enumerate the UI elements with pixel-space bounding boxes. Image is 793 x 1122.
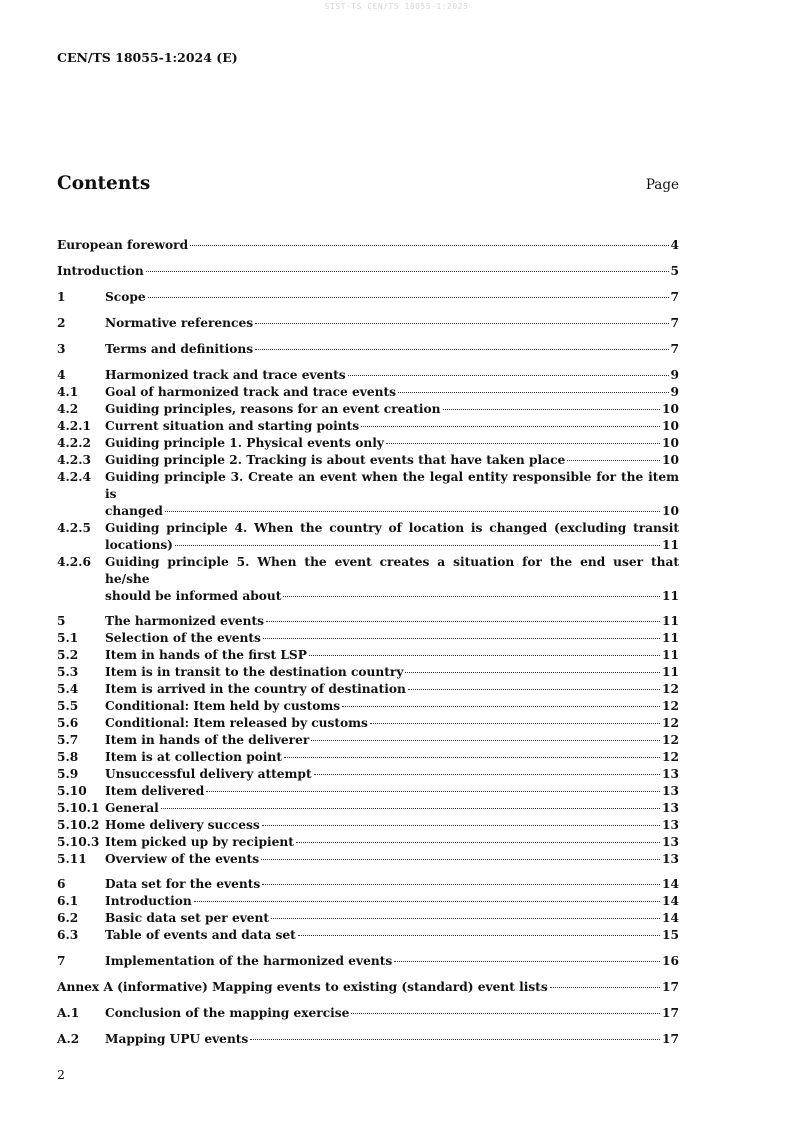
toc-entry-page: 7 <box>670 342 679 356</box>
toc-entry-number: 5.10.1 <box>57 801 100 815</box>
toc-entry-page: 11 <box>662 538 679 552</box>
toc-entry-number: 4.2.4 <box>57 470 91 484</box>
toc-entry-number: 4.2.2 <box>57 436 91 450</box>
toc-entry[interactable] <box>57 800 679 817</box>
toc-entry[interactable] <box>57 732 679 749</box>
toc-entry-page: 10 <box>662 419 679 433</box>
toc-entry-text: Annex A (informative) Mapping events to existing (standard) event lists <box>57 980 548 994</box>
toc-entry-text: Overview of the events <box>105 852 260 866</box>
toc-entry-text: Data set for the events <box>105 877 261 891</box>
toc-entry-number: 5.1 <box>57 631 79 645</box>
toc-entry[interactable] <box>57 834 679 851</box>
toc-entry-number: 5.10.3 <box>57 835 100 849</box>
toc-entry[interactable] <box>57 893 679 910</box>
toc-entry-number: 5.3 <box>57 665 79 679</box>
toc-entry[interactable] <box>57 927 679 944</box>
toc-entry-title <box>105 910 662 927</box>
dot-leader <box>284 757 660 758</box>
toc-entry-title <box>105 1031 662 1048</box>
toc-entry-text: Item is in transit to the destination country <box>105 665 404 679</box>
dot-leader <box>146 271 669 272</box>
toc-entry-title-line1: Guiding principle 4. When the country of location is changed (excluding transit <box>105 521 679 535</box>
document-id-header: CEN/TS 18055-1:2024 (E) <box>57 50 238 65</box>
dot-leader <box>314 774 660 775</box>
toc-entry-text: Implementation of the harmonized events <box>105 954 393 968</box>
toc-entry-title <box>105 469 679 520</box>
dot-leader <box>394 961 660 962</box>
toc-entry-title <box>105 289 671 306</box>
toc-entry-number: 6.3 <box>57 928 79 942</box>
dot-leader <box>309 655 660 656</box>
toc-entry[interactable] <box>57 418 679 435</box>
toc-entry-number: A.2 <box>57 1032 80 1046</box>
toc-entry-page: 7 <box>670 290 679 304</box>
dot-leader <box>271 918 660 919</box>
dot-leader <box>311 740 660 741</box>
toc-entry-page: 13 <box>662 801 679 815</box>
toc-entry-number: 4.2.3 <box>57 453 91 467</box>
dot-leader <box>161 808 660 809</box>
toc-entry-title <box>105 732 662 749</box>
toc-entry-text: Introduction <box>105 894 192 908</box>
toc-entry-number: 5.7 <box>57 733 79 747</box>
toc-entry-text: Guiding principle 2. Tracking is about events that have taken place <box>105 453 566 467</box>
toc-entry-title <box>57 263 671 280</box>
dot-leader <box>408 689 660 690</box>
toc-entry-page: 11 <box>662 614 679 628</box>
toc-entry[interactable] <box>57 851 679 868</box>
toc-entry-page: 17 <box>662 980 679 994</box>
toc-entry-title <box>105 341 671 358</box>
dot-leader <box>283 596 660 597</box>
toc-entry-title <box>105 1005 662 1022</box>
toc-entry-page: 13 <box>662 835 679 849</box>
dot-leader <box>550 987 660 988</box>
toc-entry-number: 2 <box>57 316 66 330</box>
toc-entry[interactable] <box>57 367 679 384</box>
toc-entry-text: Guiding principles, reasons for an event creation <box>105 402 441 416</box>
toc-entry[interactable] <box>57 876 679 893</box>
toc-entry-text: Terms and definitions <box>105 342 254 356</box>
dot-leader <box>567 460 660 461</box>
toc-entry[interactable] <box>57 613 679 630</box>
toc-entry[interactable] <box>57 452 679 469</box>
toc-entry[interactable] <box>57 520 679 554</box>
toc-entry-text: Item is arrived in the country of destination <box>105 682 406 696</box>
toc-entry[interactable] <box>57 630 679 647</box>
toc-entry[interactable] <box>57 681 679 698</box>
toc-entry-text: Item in hands of the deliverer <box>105 733 310 747</box>
dot-leader <box>342 706 660 707</box>
toc-entry-title <box>105 698 662 715</box>
page-number: 2 <box>57 1067 65 1082</box>
toc-entry[interactable] <box>57 341 679 358</box>
toc-entry-text: Scope <box>105 290 146 304</box>
contents-title: Contents <box>57 173 151 194</box>
toc-entry-page: 14 <box>662 911 679 925</box>
toc-entry[interactable] <box>57 664 679 681</box>
toc-entry[interactable] <box>57 715 679 732</box>
toc-entry[interactable] <box>57 554 679 605</box>
toc-entry-page: 13 <box>662 767 679 781</box>
dot-leader <box>175 545 660 546</box>
dot-leader <box>298 935 660 936</box>
toc-entry-number: 6.1 <box>57 894 79 908</box>
toc-entry-title <box>105 452 662 469</box>
toc-entry-page: 14 <box>662 894 679 908</box>
toc-entry-title <box>105 749 662 766</box>
toc-entry-number: 3 <box>57 342 66 356</box>
toc-entry-title <box>105 664 662 681</box>
toc-entry-number: 5.10 <box>57 784 87 798</box>
dot-leader <box>262 825 660 826</box>
toc-entry-title <box>57 979 662 996</box>
toc-entry-title <box>105 520 679 554</box>
toc-entry-number: 5.10.2 <box>57 818 100 832</box>
toc-entry[interactable] <box>57 401 679 418</box>
toc-entry-title <box>105 766 662 783</box>
toc-entry-number: 1 <box>57 290 66 304</box>
toc-entry-text: Conditional: Item released by customs <box>105 716 368 730</box>
toc-entry[interactable] <box>57 749 679 766</box>
toc-entry-title-line1: Guiding principle 5. When the event creates a situation for the end user that he/she <box>105 555 679 586</box>
toc-entry-page: 7 <box>670 316 679 330</box>
toc-entry-page: 9 <box>670 368 679 382</box>
toc-entry-page: 17 <box>662 1006 679 1020</box>
toc-entry-title <box>105 953 662 970</box>
toc-entry-title <box>105 893 662 910</box>
toc-entry[interactable] <box>57 237 679 254</box>
toc-entry-number: A.1 <box>57 1006 80 1020</box>
dot-leader <box>351 1013 660 1014</box>
toc-entry-page: 10 <box>662 436 679 450</box>
toc-entry-page: 11 <box>662 631 679 645</box>
toc-entry-page: 13 <box>662 818 679 832</box>
toc-entry-number: 5.6 <box>57 716 79 730</box>
dot-leader <box>348 375 669 376</box>
toc-entry-text: Mapping UPU events <box>105 1032 249 1046</box>
toc-entry-title-line2: should be informed about <box>105 589 282 603</box>
toc-entry[interactable] <box>57 698 679 715</box>
toc-entry-text: Item is at collection point <box>105 750 282 764</box>
toc-entry-number: 4.1 <box>57 385 79 399</box>
toc-entry-title <box>105 418 662 435</box>
dot-leader <box>405 672 660 673</box>
watermark: SIST-TS CEN/TS 18055-1:2025 <box>324 2 469 11</box>
toc-entry-page: 12 <box>662 733 679 747</box>
toc-entry-title <box>105 783 662 800</box>
toc-entry-page: 14 <box>662 877 679 891</box>
toc-entry-title <box>105 384 671 401</box>
toc-entry-text: General <box>105 801 159 815</box>
dot-leader <box>250 1039 660 1040</box>
toc-entry-title <box>105 834 662 851</box>
toc-entry-text: Harmonized track and trace events <box>105 368 346 382</box>
toc-entry-page: 9 <box>670 385 679 399</box>
toc-entry-page: 12 <box>662 682 679 696</box>
toc-entry-number: 4.2 <box>57 402 79 416</box>
toc-entry-text: Guiding principle 1. Physical events only <box>105 436 384 450</box>
dot-leader <box>262 884 660 885</box>
toc-entry-page: 10 <box>662 504 679 518</box>
toc-entry-number: 5.5 <box>57 699 79 713</box>
toc-entry-title <box>105 800 662 817</box>
toc-entry-text: Selection of the events <box>105 631 261 645</box>
toc-entry-page: 15 <box>662 928 679 942</box>
toc-entry-page: 11 <box>662 648 679 662</box>
toc-entry-number: 5.4 <box>57 682 79 696</box>
page-column-label: Page <box>645 177 679 193</box>
dot-leader <box>255 349 668 350</box>
toc-entry-title <box>105 927 662 944</box>
toc-entry[interactable] <box>57 384 679 401</box>
toc-entry-number: 4.2.6 <box>57 555 91 569</box>
toc-entry-number: 5.8 <box>57 750 79 764</box>
toc-entry-title-line2: changed <box>105 504 163 518</box>
toc-entry-title <box>105 876 662 893</box>
toc-entry-title-line1: Guiding principle 3. Create an event when the legal entity responsible for the item is <box>105 470 679 501</box>
toc-entry-title-line2: locations) <box>105 538 173 552</box>
toc-entry-number: 4.2.1 <box>57 419 91 433</box>
toc-entry-text: European foreword <box>57 238 189 252</box>
toc-entry-text: Item in hands of the first LSP <box>105 648 307 662</box>
toc-entry-page: 12 <box>662 716 679 730</box>
toc-entry[interactable] <box>57 435 679 452</box>
toc-entry-page: 13 <box>662 784 679 798</box>
toc-entry-text: Goal of harmonized track and trace events <box>105 385 396 399</box>
toc-entry-text: Conclusion of the mapping exercise <box>105 1006 350 1020</box>
toc-entry[interactable] <box>57 766 679 783</box>
toc-entry-text: Normative references <box>105 316 254 330</box>
toc-entry[interactable] <box>57 647 679 664</box>
toc-entry-page: 16 <box>662 954 679 968</box>
toc-entry[interactable] <box>57 1031 679 1048</box>
dot-leader <box>370 723 660 724</box>
toc-entry-page: 5 <box>670 264 679 278</box>
toc-entry-number: 5.2 <box>57 648 79 662</box>
toc-entry[interactable] <box>57 783 679 800</box>
toc-entry-title <box>105 613 662 630</box>
toc-entry[interactable] <box>57 315 679 332</box>
toc-entry[interactable] <box>57 979 679 996</box>
toc-entry-number: 5 <box>57 614 66 628</box>
toc-entry-page: 10 <box>662 402 679 416</box>
table-of-contents <box>57 237 679 1048</box>
toc-entry[interactable] <box>57 289 679 306</box>
toc-entry-title <box>57 237 671 254</box>
dot-leader <box>261 859 660 860</box>
toc-entry-text: Current situation and starting points <box>105 419 360 433</box>
toc-entry-text: Unsuccessful delivery attempt <box>105 767 312 781</box>
toc-entry[interactable] <box>57 953 679 970</box>
dot-leader <box>266 621 660 622</box>
dot-leader <box>165 511 660 512</box>
toc-entry[interactable] <box>57 1005 679 1022</box>
toc-entry-title <box>105 681 662 698</box>
toc-entry-number: 5.9 <box>57 767 79 781</box>
toc-entry-text: Basic data set per event <box>105 911 270 925</box>
toc-entry-title <box>105 647 662 664</box>
toc-entry-title <box>105 367 671 384</box>
toc-entry-text: Table of events and data set <box>105 928 296 942</box>
dot-leader <box>194 901 660 902</box>
toc-entry[interactable] <box>57 910 679 927</box>
toc-entry-text: Conditional: Item held by customs <box>105 699 341 713</box>
toc-entry-page: 10 <box>662 453 679 467</box>
toc-entry-number: 7 <box>57 954 66 968</box>
toc-entry[interactable] <box>57 817 679 834</box>
toc-entry-text: Home delivery success <box>105 818 260 832</box>
toc-entry-title <box>105 715 662 732</box>
dot-leader <box>443 409 660 410</box>
toc-entry-title <box>105 315 671 332</box>
toc-entry-text: Item delivered <box>105 784 205 798</box>
toc-entry[interactable] <box>57 263 679 280</box>
dot-leader <box>263 638 660 639</box>
toc-entry-title <box>105 401 662 418</box>
dot-leader <box>148 297 669 298</box>
toc-entry-number: 4 <box>57 368 66 382</box>
toc-entry-text: Introduction <box>57 264 144 278</box>
toc-entry-page: 11 <box>662 589 679 603</box>
toc-entry[interactable] <box>57 469 679 520</box>
dot-leader <box>255 323 668 324</box>
toc-entry-title <box>105 817 662 834</box>
dot-leader <box>296 842 660 843</box>
dot-leader <box>398 392 669 393</box>
toc-entry-text: Item picked up by recipient <box>105 835 294 849</box>
toc-entry-page: 12 <box>662 750 679 764</box>
toc-entry-page: 11 <box>662 665 679 679</box>
toc-entry-text: The harmonized events <box>105 614 265 628</box>
toc-entry-page: 12 <box>662 699 679 713</box>
toc-entry-title <box>105 851 662 868</box>
toc-entry-number: 6 <box>57 877 66 891</box>
toc-entry-page: 13 <box>662 852 679 866</box>
toc-entry-title <box>105 435 662 452</box>
dot-leader <box>361 426 660 427</box>
toc-entry-number: 6.2 <box>57 911 79 925</box>
dot-leader <box>190 245 668 246</box>
toc-entry-title <box>105 630 662 647</box>
dot-leader <box>386 443 660 444</box>
toc-entry-page: 4 <box>670 238 679 252</box>
toc-entry-number: 4.2.5 <box>57 521 91 535</box>
toc-entry-page: 17 <box>662 1032 679 1046</box>
toc-entry-title <box>105 554 679 605</box>
dot-leader <box>206 791 660 792</box>
toc-entry-number: 5.11 <box>57 852 87 866</box>
